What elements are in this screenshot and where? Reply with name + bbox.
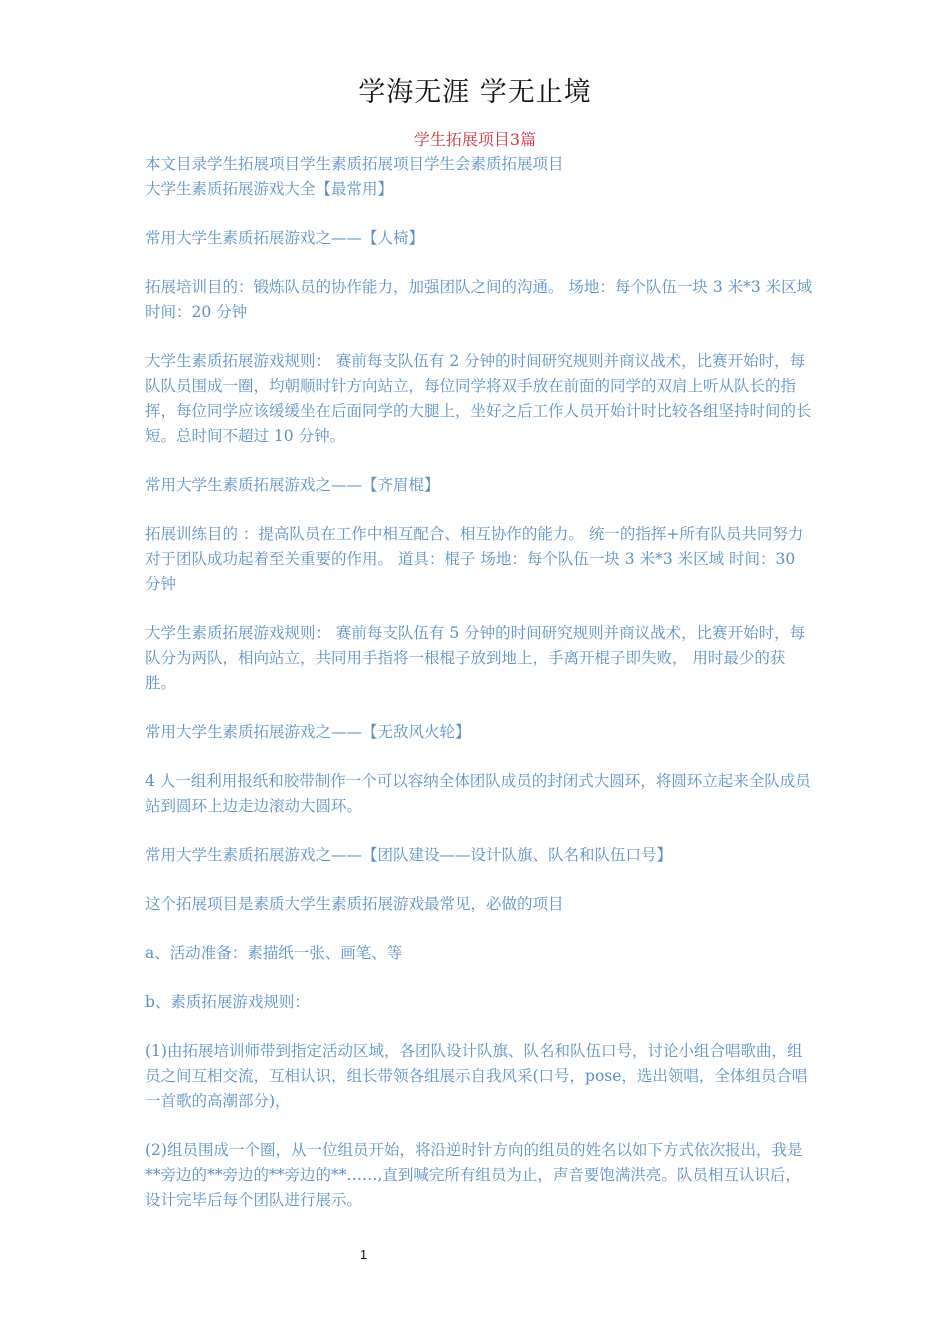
paragraph: 大学生素质拓展游戏规则： 赛前每支队伍有 5 分钟的时间研究规则并商议战术，比赛开始时，每队分为两队，相向站立，共同用手指将一根棍子放到地上，手离开棍子即失败， 用时最少的获胜。: [145, 624, 806, 692]
table-of-contents: 本文目录学生拓展项目学生素质拓展项目学生会素质拓展项目: [145, 155, 564, 173]
paragraph: 拓展训练目的 ：提高队员在工作中相互配合、相互协作的能力。 统一的指挥+所有队员共同努力对于团队成功起着至关重要的作用。 道具：棍子 场地：每个队伍一块 3 米*3 米区域 时间：30 分钟: [145, 525, 804, 593]
game-heading: 常用大学生素质拓展游戏之——【团队建设——设计队旗、队名和队伍口号】: [145, 846, 673, 864]
paragraph: 4 人一组利用报纸和胶带制作一个可以容纳全体团队成员的封闭式大圆环，将圆环立起来全队成员站到圆环上边走边滚动大圆环。: [145, 772, 811, 815]
paragraph: (2)组员围成一个圈，从一位组员开始，将沿逆时针方向的组员的姓名以如下方式依次报出，我是**旁边的**旁边的**旁边的**……,直到喊完所有组员为止，声音要饱满洪亮。队员相互认识后，设计完毕后每个团队进行展示。: [145, 1141, 803, 1209]
paragraph: 这个拓展项目是素质大学生素质拓展游戏最常见，必做的项目: [145, 895, 564, 913]
section-heading: 大学生素质拓展游戏大全【最常用】: [145, 180, 394, 198]
paragraph: b、素质拓展游戏规则：: [145, 993, 310, 1011]
game-heading: 常用大学生素质拓展游戏之——【齐眉棍】: [145, 476, 440, 494]
document-body: [145, 152, 813, 1213]
page-number: 1: [359, 1247, 368, 1262]
paragraph: (1)由拓展培训师带到指定活动区域，各团队设计队旗、队名和队伍口号，讨论小组合唱歌曲，组员之间互相交流，互相认识，组长带领各组展示自我风采(口号，pose，选出领唱，全体组员合唱一首歌的高潮部分)，: [145, 1042, 808, 1110]
paragraph: a、活动准备：素描纸一张、画笔、等: [145, 944, 403, 962]
page-header: 学海无涯 学无止境: [358, 77, 592, 108]
paragraph: 大学生素质拓展游戏规则： 赛前每支队伍有 2 分钟的时间研究规则并商议战术，比赛开始时，每队队员围成一圈，均朝顺时针方向站立，每位同学将双手放在前面的同学的双肩上听从队长的指挥，每位同学应该缓缓坐在后面同学的大腿上，坐好之后工作人员开始计时比较各组坚持时间的长短。总时间不超过 10 分钟。: [145, 352, 812, 445]
paragraph: 拓展培训目的：锻炼队员的协作能力，加强团队之间的沟通。 场地：每个队伍一块 3 米*3 米区域 时间：20 分钟: [145, 278, 813, 321]
game-heading: 常用大学生素质拓展游戏之——【无敌风火轮】: [145, 723, 471, 741]
game-heading: 常用大学生素质拓展游戏之——【人椅】: [145, 229, 425, 247]
document-title: 学生拓展项目3篇: [413, 130, 537, 149]
